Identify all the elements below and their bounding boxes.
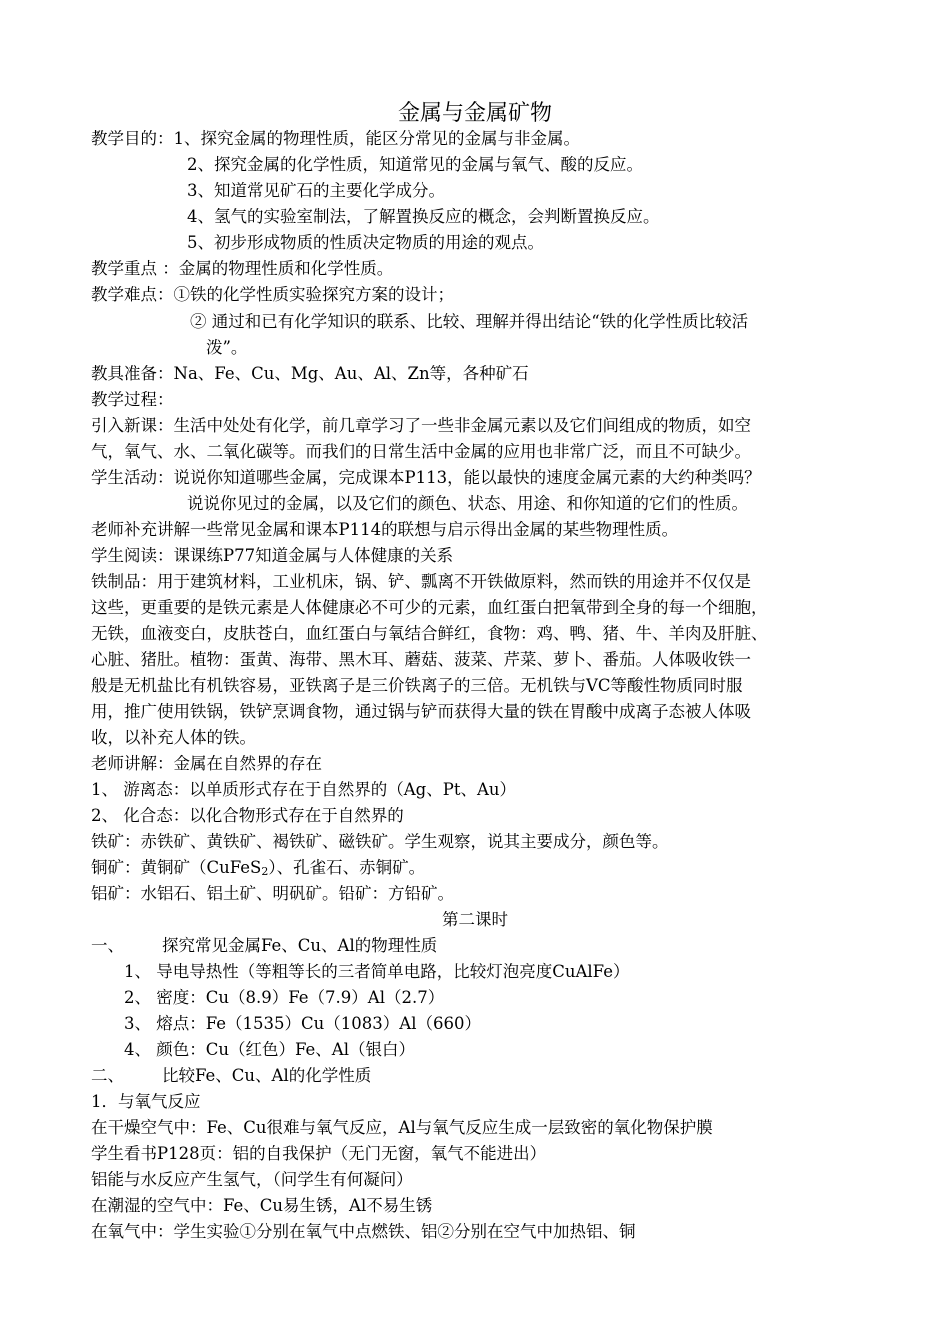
student-activity-line: 说说你见过的金属，以及它们的颜色、状态、用途、和你知道的它们的性质。 — [187, 494, 748, 513]
oxygen-line: 在干燥空气中：Fe、Cu很难与氧气反应，Al与氧气反应生成一层致密的氧化物保护膜 — [91, 1118, 713, 1137]
oxygen-line: 学生看书P128页：铝的自我保护（无门无窗，氧气不能进出） — [91, 1144, 547, 1163]
objective-item: 1、探究金属的物理性质，能区分常见的金属与非金属。 — [173, 129, 580, 148]
nature-item: 1、 游离态：以单质形式存在于自然界的（Ag、Pt、Au） — [91, 780, 516, 799]
iron-paragraph-line: 般是无机盐比有机铁容易，亚铁离子是三价铁离子的三倍。无机铁与VC等酸性物质同时服 — [91, 676, 743, 695]
oxygen-line: 铝能与水反应产生氢气，（问学生有何凝问） — [91, 1170, 413, 1189]
objectives-line-1 — [91, 128, 580, 154]
iron-paragraph-line: 心脏、猪肚。植物：蛋黄、海带、黑木耳、蘑菇、菠菜、芹菜、萝卜、番茄。人体吸收铁一 — [91, 650, 751, 669]
difficulties-line: 泼”。 — [206, 338, 248, 357]
equipment: 教具准备：Na、Fe、Cu、Mg、Au、Al、Zn等，各种矿石 — [91, 364, 529, 383]
student-activity-line: 学生活动：说说你知道哪些金属，完成课本P113，能以最快的速度金属元素的大约种类吗？ — [91, 468, 761, 487]
difficulties-line: ② 通过和已有化学知识的联系、比较、理解并得出结论“铁的化学性质比较活 — [190, 312, 749, 331]
iron-paragraph-line: 无铁，血液变白，皮肤苍白，血红蛋白与氧结合鲜红，食物：鸡、鸭、猪、牛、羊肉及肝脏、 — [91, 624, 768, 643]
intro-line: 气，氧气、水、二氧化碳等。而我们的日常生活中金属的应用也非常广泛，而且不可缺少。 — [91, 442, 751, 461]
section-two-heading — [91, 1065, 371, 1091]
process-label: 教学过程： — [91, 390, 174, 409]
physical-property-item: 1、 导电导热性（等粗等长的三者简单电路，比较灯泡亮度CuAlFe） — [124, 962, 630, 981]
objective-item: 2、探究金属的化学性质，知道常见的金属与氧气、酸的反应。 — [187, 155, 643, 174]
student-reading: 学生阅读：课课练P77知道金属与人体健康的关系 — [91, 546, 454, 565]
intro-line: 引入新课：生活中处处有化学，前几章学习了一些非金属元素以及它们间组成的物质，如空 — [91, 416, 751, 435]
physical-property-item: 3、 熔点：Fe（1535）Cu（1083）Al（660） — [124, 1014, 481, 1033]
lesson-two-heading: 第二课时 — [442, 910, 508, 929]
objectives-label: 教学目的： — [91, 129, 174, 148]
ore-aluminum-lead: 铝矿：水铝石、铝土矿、明矾矿。铅矿：方铅矿。 — [91, 884, 454, 903]
ore-copper-text: 铜矿：黄铜矿（CuFeS — [91, 858, 262, 877]
iron-paragraph-line: 收，以补充人体的铁。 — [91, 728, 256, 747]
oxygen-heading: 1．与氧气反应 — [91, 1092, 201, 1111]
section-number: 一、 — [91, 936, 124, 955]
ore-iron: 铁矿：赤铁矿、黄铁矿、褐铁矿、磁铁矿。学生观察，说其主要成分，颜色等。 — [91, 832, 669, 851]
page-title: 金属与金属矿物 — [397, 101, 552, 126]
physical-property-item: 4、 颜色：Cu（红色）Fe、Al（银白） — [124, 1040, 415, 1059]
iron-paragraph-line: 用，推广使用铁锅，铁铲烹调食物，通过锅与铲而获得大量的铁在胃酸中成离子态被人体吸 — [91, 702, 751, 721]
nature-item: 2、 化合态：以化合物形式存在于自然界的 — [91, 806, 404, 825]
section-one-heading — [91, 935, 437, 961]
key-points: 教学重点 ：金属的物理性质和化学性质。 — [91, 259, 394, 278]
subscript: 2 — [261, 865, 269, 878]
objective-item: 3、知道常见矿石的主要化学成分。 — [187, 181, 445, 200]
oxygen-line: 在潮湿的空气中：Fe、Cu易生锈，Al不易生锈 — [91, 1196, 433, 1215]
iron-paragraph-line: 这些，更重要的是铁元素是人体健康必不可少的元素，血红蛋白把氧带到全身的每一个细胞， — [91, 598, 768, 617]
ore-copper — [91, 857, 425, 883]
section-number: 二、 — [91, 1066, 124, 1085]
objective-item: 4、氢气的实验室制法，了解置换反应的概念，会判断置换反应。 — [187, 207, 660, 226]
section-title: 比较Fe、Cu、Al的化学性质 — [162, 1066, 372, 1085]
nature-heading: 老师讲解：金属在自然界的存在 — [91, 754, 322, 773]
iron-paragraph-line: 铁制品：用于建筑材料，工业机床，锅、铲、瓢离不开铁做原料，然而铁的用途并不仅仅是 — [91, 572, 751, 591]
objective-item: 5、初步形成物质的性质决定物质的用途的观点。 — [187, 233, 544, 252]
physical-property-item: 2、 密度：Cu（8.9）Fe（7.9）Al（2.7） — [124, 988, 445, 1007]
difficulties-line: 教学难点：①铁的化学性质实验探究方案的设计； — [91, 285, 454, 304]
oxygen-line: 在氧气中：学生实验①分别在氧气中点燃铁、铝②分别在空气中加热铝、铜 — [91, 1222, 636, 1241]
ore-copper-text: ）、孔雀石、赤铜矿。 — [268, 858, 426, 877]
section-title: 探究常见金属Fe、Cu、Al的物理性质 — [162, 936, 438, 955]
teacher-supplement: 老师补充讲解一些常见金属和课本P114的联想与启示得出金属的某些物理性质。 — [91, 520, 679, 539]
